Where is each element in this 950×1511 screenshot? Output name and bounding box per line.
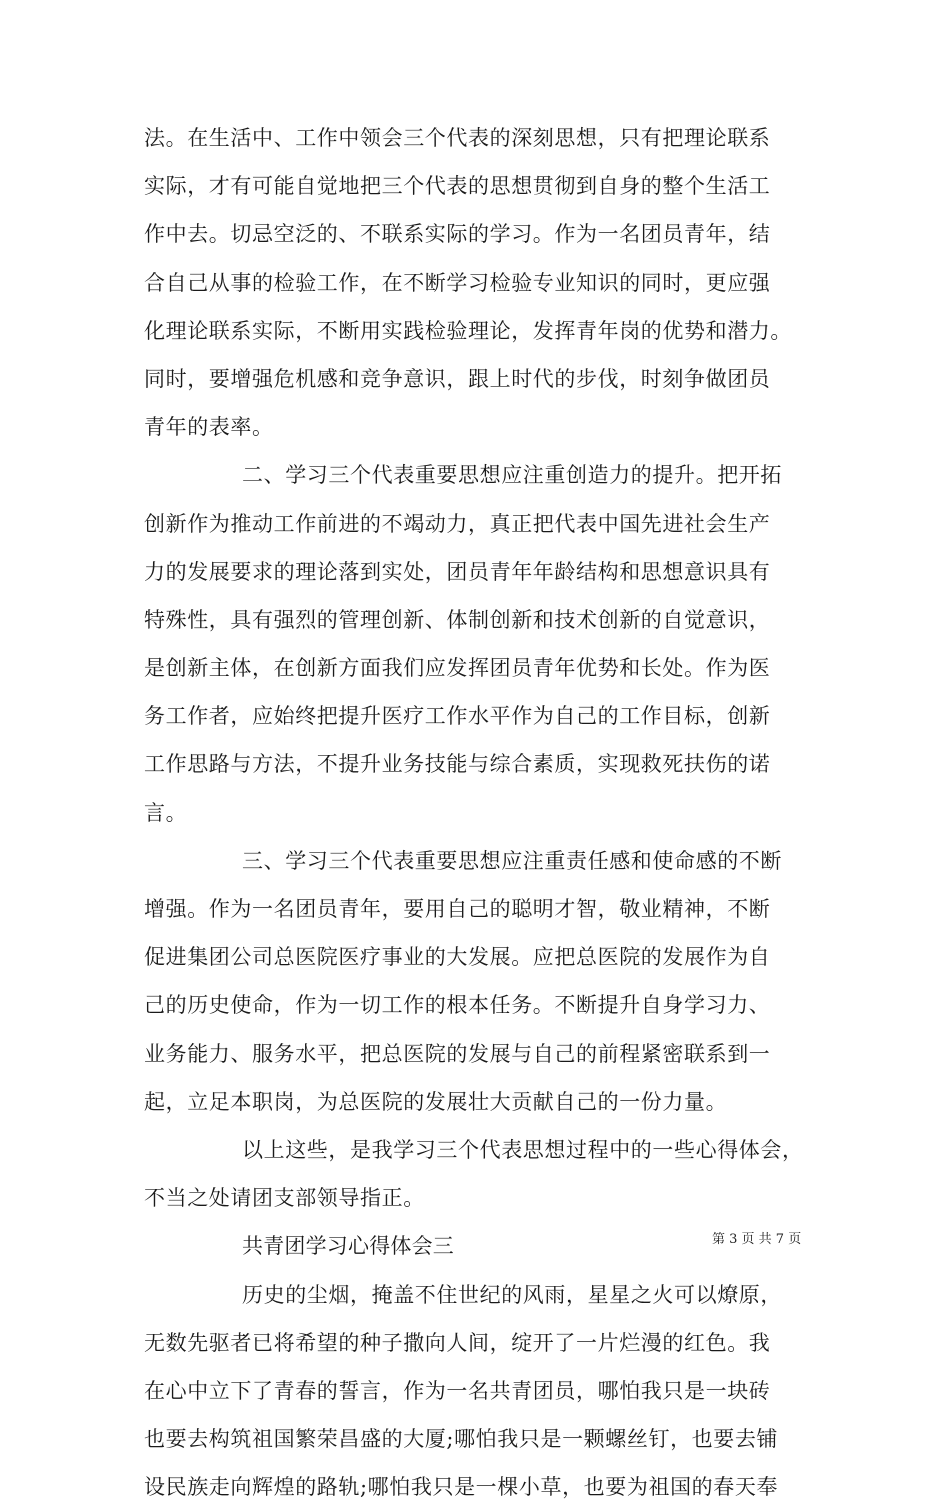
text-line: 促进集团公司总医院医疗事业的大发展。应把总医院的发展作为自 <box>144 945 771 970</box>
paragraph-start-line: 三、学习三个代表重要思想应注重责任感和使命感的不断 <box>242 848 782 873</box>
page-number: 第 3 页 共 7 页 <box>712 1232 802 1247</box>
document-body <box>144 114 824 1511</box>
text-line: 作中去。切忌空泛的、不联系实际的学习。作为一名团员青年，结 <box>144 222 771 247</box>
text-line: 不当之处请团支部领导指正。 <box>144 1186 425 1211</box>
paragraph-start-line: 以上这些，是我学习三个代表思想过程中的一些心得体会， <box>242 1137 804 1162</box>
text-line: 法。在生活中、工作中领会三个代表的深刻思想，只有把理论联系 <box>144 126 771 150</box>
text-line: 是创新主体，在创新方面我们应发挥团员青年优势和长处。作为医 <box>144 656 771 681</box>
paragraph-start-line: 历史的尘烟，掩盖不住世纪的风雨，星星之火可以燎原， <box>242 1282 782 1307</box>
text-line: 化理论联系实际，不断用实践检验理论，发挥青年岗的优势和潜力。 <box>144 318 792 343</box>
text-line: 无数先驱者已将希望的种子撒向人间，绽开了一片烂漫的红色。我 <box>144 1330 771 1355</box>
text-line: 起，立足本职岗，为总医院的发展壮大贡献自己的一份力量。 <box>144 1089 728 1114</box>
text-line: 也要去构筑祖国繁荣昌盛的大厦;哪怕我只是一颗螺丝钉，也要去铺 <box>144 1427 779 1452</box>
text-line: 同时，要增强危机感和竞争意识，跟上时代的步伐，时刻争做团员 <box>144 366 771 391</box>
text-line: 合自己从事的检验工作，在不断学习检验专业知识的同时，更应强 <box>144 270 771 295</box>
text-line: 言。 <box>144 800 188 825</box>
text-line: 力的发展要求的理论落到实处，团员青年年龄结构和思想意识具有 <box>144 559 771 584</box>
text-line: 工作思路与方法，不提升业务技能与综合素质，实现救死扶伤的诺 <box>144 752 771 777</box>
paragraph-start-line: 二、学习三个代表重要思想应注重创造力的提升。把开拓 <box>242 463 782 488</box>
text-line: 特殊性，具有强烈的管理创新、体制创新和技术创新的自觉意识， <box>144 607 771 632</box>
text-line: 创新作为推动工作前进的不竭动力，真正把代表中国先进社会生产 <box>144 511 771 536</box>
section-title: 共青团学习心得体会三 <box>242 1234 454 1259</box>
text-line: 业务能力、服务水平，把总医院的发展与自己的前程紧密联系到一 <box>144 1041 771 1066</box>
text-line: 务工作者，应始终把提升医疗工作水平作为自己的工作目标，创新 <box>144 704 771 729</box>
text-line: 在心中立下了青春的誓言，作为一名共青团员，哪怕我只是一块砖 <box>144 1378 771 1403</box>
text-line: 己的历史使命，作为一切工作的根本任务。不断提升自身学习力、 <box>144 993 771 1018</box>
text-line: 青年的表率。 <box>144 415 274 440</box>
text-line: 实际，才有可能自觉地把三个代表的思想贯彻到自身的整个生活工 <box>144 174 771 199</box>
text-line: 增强。作为一名团员青年，要用自己的聪明才智，敬业精神，不断 <box>144 897 771 921</box>
text-line: 设民族走向辉煌的路轨;哪怕我只是一棵小草，也要为祖国的春天奉 <box>144 1475 779 1500</box>
